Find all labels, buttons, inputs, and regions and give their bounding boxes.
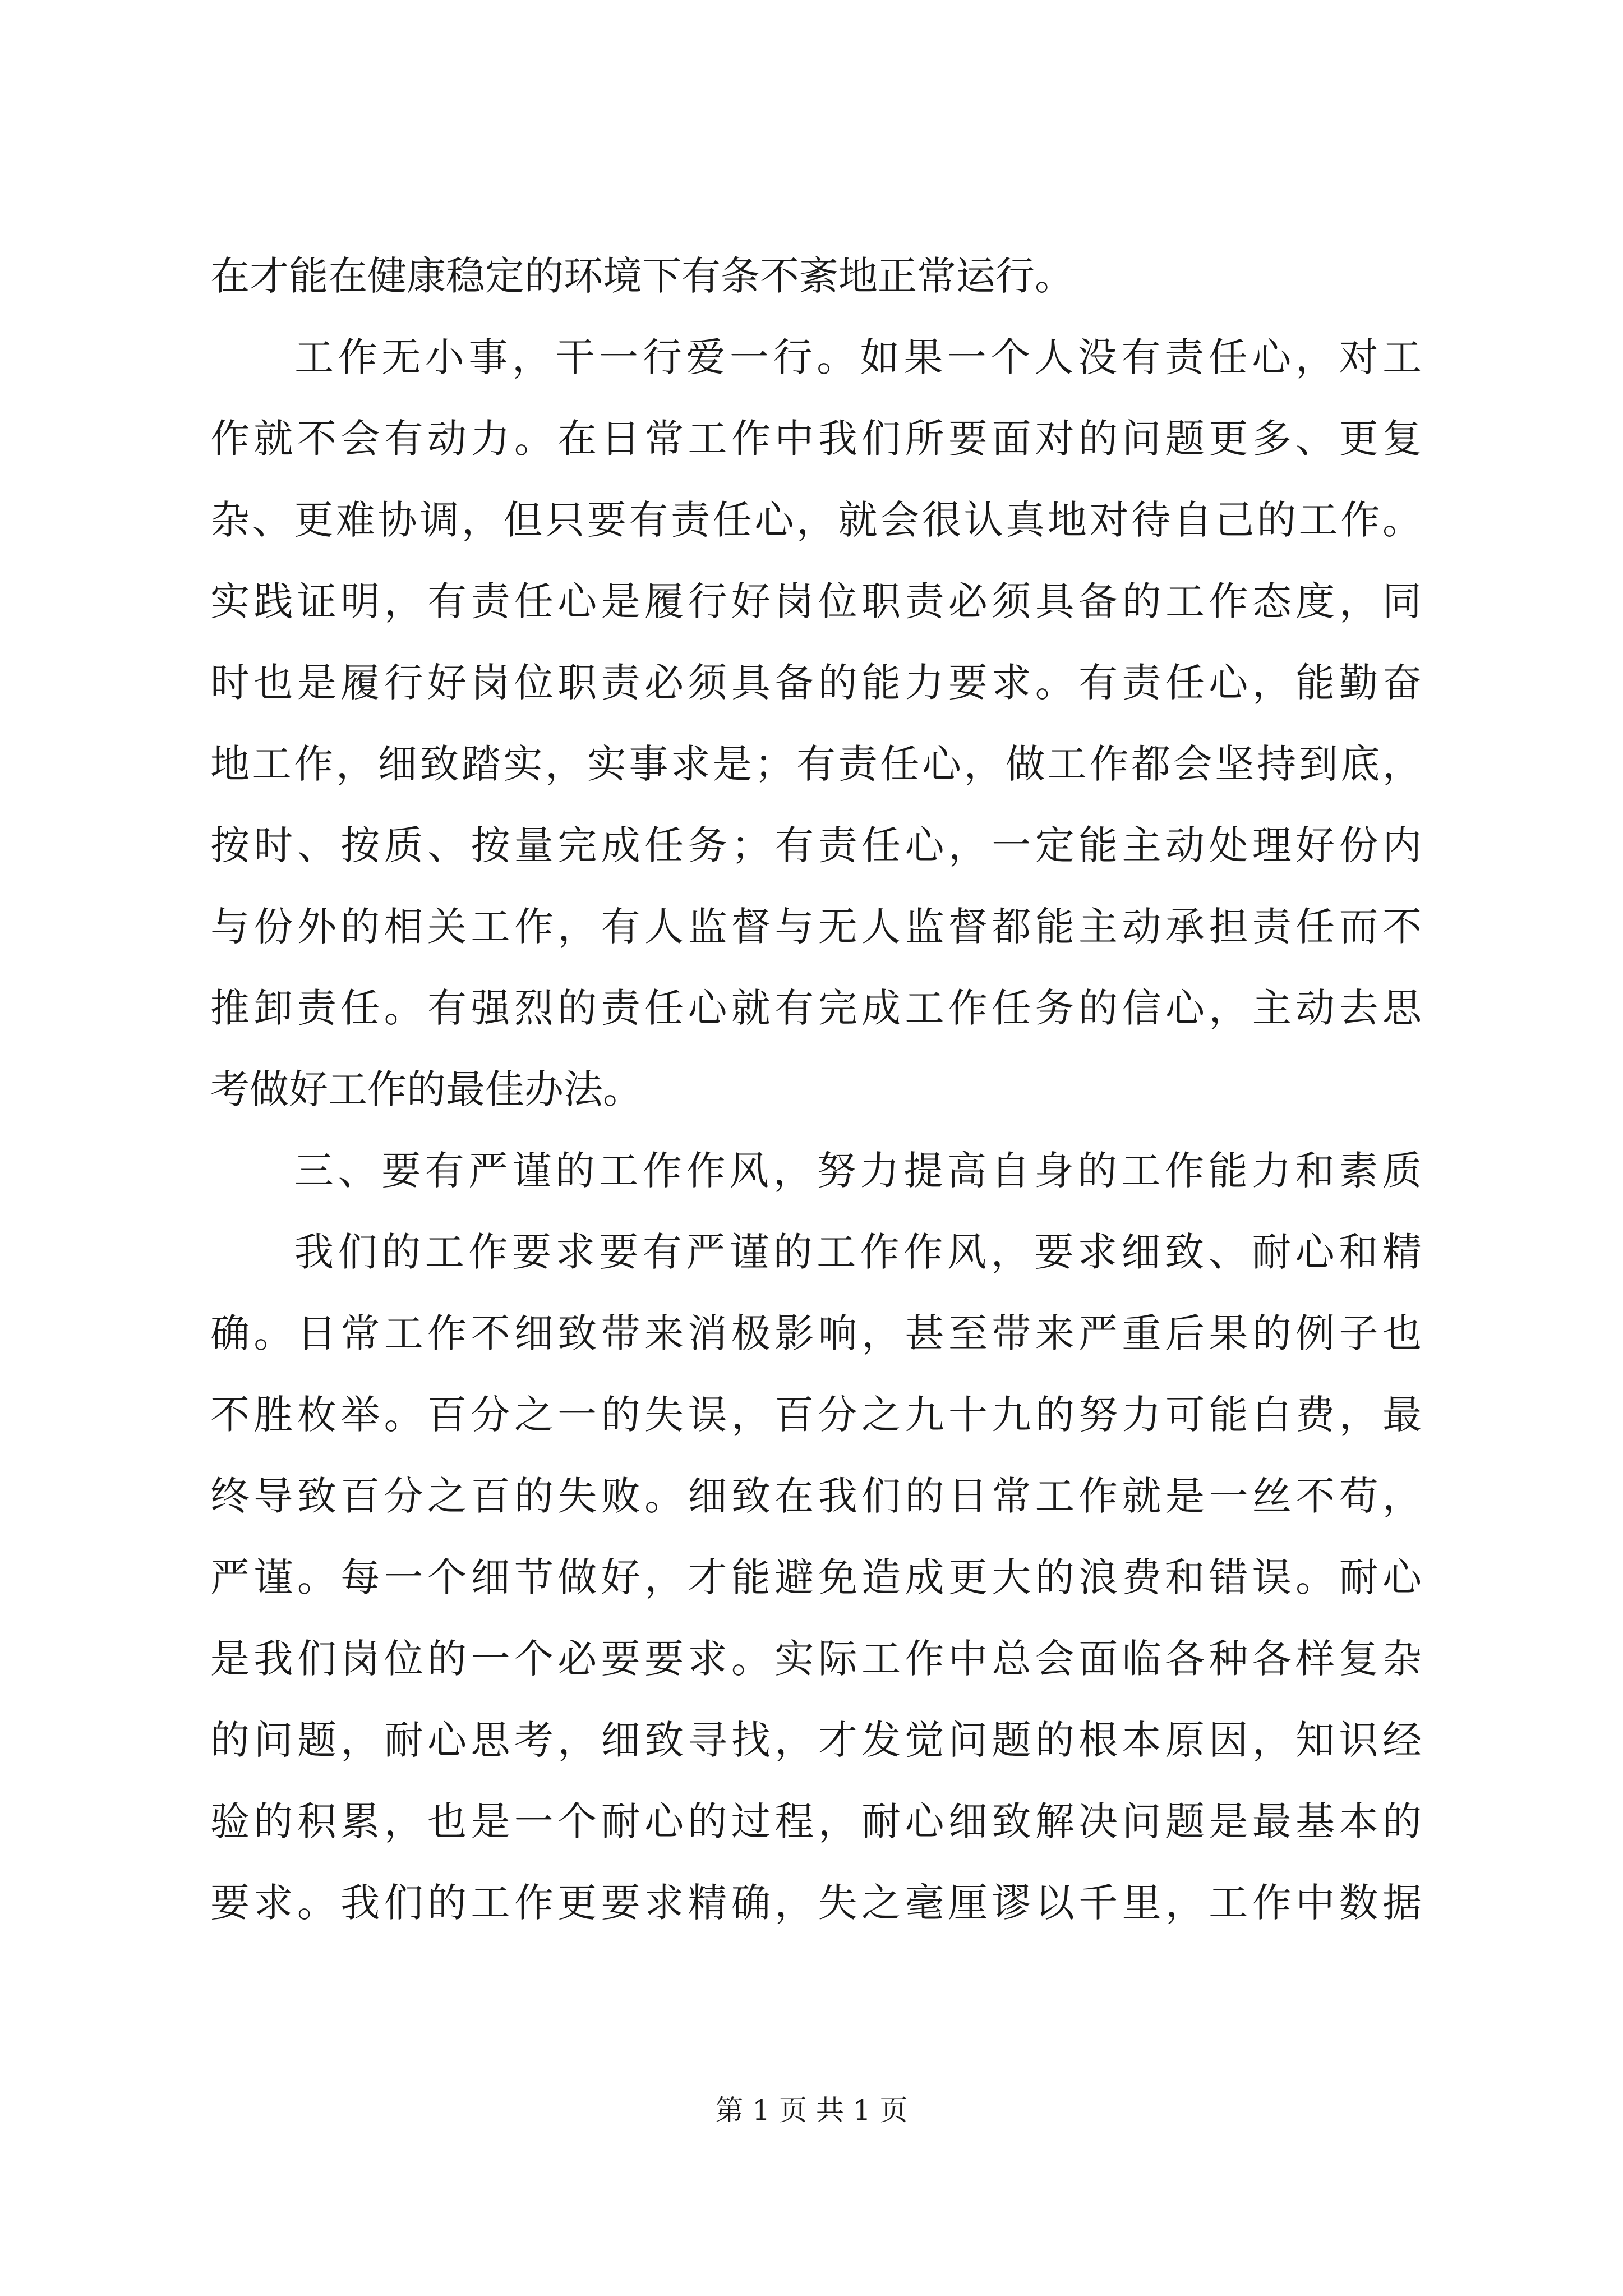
paragraph-line: 推卸责任。有强烈的责任心就有完成工作任务的信心，主动去思 [210,985,1422,1031]
paragraph-line: 的问题，耐心思考，细致寻找，才发觉问题的根本原因，知识经 [210,1717,1422,1763]
page-footer [0,2093,1623,2127]
paragraph-line: 我们的工作要求要有严谨的工作作风，要求细致、耐心和精 [294,1229,1422,1275]
section-heading: 三、要有严谨的工作作风，努力提高自身的工作能力和素质 [294,1148,1422,1194]
paragraph-line: 不胜枚举。百分之一的失误，百分之九十九的努力可能白费，最 [210,1392,1422,1438]
paragraph-line: 地工作，细致踏实，实事求是；有责任心，做工作都会坚持到底， [210,741,1422,787]
paragraph-line: 杂、更难协调，但只要有责任心，就会很认真地对待自己的工作。 [210,497,1422,543]
paragraph-line: 作就不会有动力。在日常工作中我们所要面对的问题更多、更复 [210,416,1422,462]
page-number-label: 第 1 页 共 1 页 [715,2094,908,2127]
paragraph-line: 确。日常工作不细致带来消极影响，甚至带来严重后果的例子也 [210,1310,1422,1356]
paragraph-line: 验的积累，也是一个耐心的过程，耐心细致解决问题是最基本的 [210,1798,1422,1844]
paragraph-line: 考做好工作的最佳办法。 [210,1066,642,1112]
paragraph-line: 是我们岗位的一个必要要求。实际工作中总会面临各种各样复杂 [210,1636,1422,1682]
paragraph-line: 终导致百分之百的失败。细致在我们的日常工作就是一丝不苟， [210,1473,1422,1519]
paragraph-line: 实践证明，有责任心是履行好岗位职责必须具备的工作态度，同 [210,578,1422,624]
paragraph-line: 要求。我们的工作更要求精确，失之毫厘谬以千里，工作中数据 [210,1880,1422,1926]
paragraph-line: 在才能在健康稳定的环境下有条不紊地正常运行。 [210,253,1074,299]
paragraph-line: 按时、按质、按量完成任务；有责任心，一定能主动处理好份内 [210,822,1422,868]
paragraph-line: 工作无小事，干一行爱一行。如果一个人没有责任心，对工 [294,334,1422,380]
paragraph-line: 与份外的相关工作，有人监督与无人监督都能主动承担责任而不 [210,904,1422,950]
paragraph-line: 严谨。每一个细节做好，才能避免造成更大的浪费和错误。耐心 [210,1554,1422,1600]
paragraph-line: 时也是履行好岗位职责必须具备的能力要求。有责任心，能勤奋 [210,660,1422,706]
body-text [210,236,1422,1944]
